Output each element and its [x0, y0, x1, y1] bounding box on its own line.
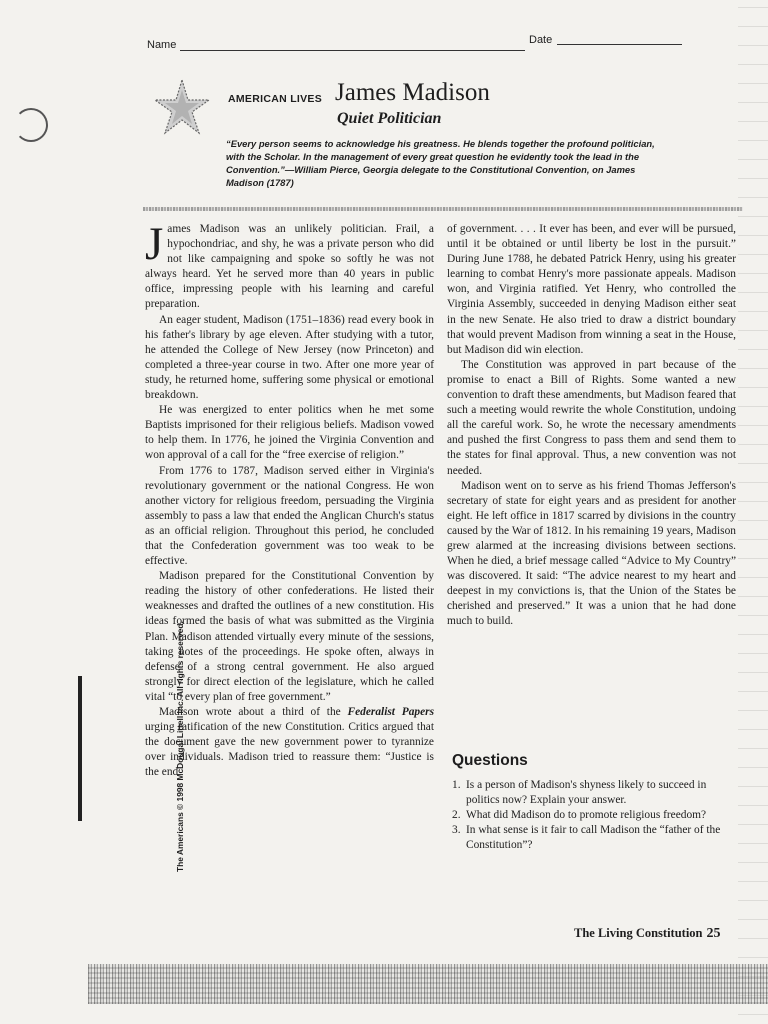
paragraph: of government. . . . It ever has been, and ever will be pursued, until it be obtained or until liberty be lost in the pursuit.” During June 1788, he debated Patrick Henry, using his greater learning to combat Henry's more passionate appeals. Madison won, and Virginia ratified. Yet Henry, who controlled the Virginia Assembly, succeeded in denying Madison either seat in the new Senate. He also tried to draw a district boundary that would prevent Madison from winning a seat in the House, but Madison did win election.	[447, 223, 736, 356]
drop-cap: J	[145, 218, 164, 270]
questions-heading: Questions	[452, 752, 528, 769]
question-item	[452, 823, 732, 853]
date-label: Date	[529, 34, 553, 46]
name-label: Name	[147, 39, 177, 51]
publication-title: Federalist Papers	[347, 706, 435, 718]
paragraph: Madison went on to serve as his friend Thomas Jefferson's secretary of state for eight years and as president for another eight. He left office in 1817 scarred by divisions in the country caused by the War of 1812. In his remaining 19 years, Madison grew alarmed at the increasing divisions between sections. When he died, a brief message called “Advice to My Country” was discovered. It said: “The advice nearest to my heart and deepest in my convictions is, that the Union of the States be cherished and preserved.” It was a union that he had done much to build.	[447, 479, 736, 628]
series-label: AMERICAN LIVES	[228, 93, 323, 105]
name-date-row	[147, 34, 692, 54]
date-line	[557, 44, 682, 45]
paragraph-text: Madison wrote about a third of the	[159, 706, 348, 718]
star-icon	[149, 76, 215, 142]
scan-noise-band	[88, 964, 768, 1004]
name-line	[180, 50, 525, 51]
paragraph: Madison prepared for the Constitutional Convention by reading the history of other confederations. He listed their weaknesses and drafted the outlines of a new constitution. His ideas formed the basis of what was submitted as the Virginia Plan. Madison attended virtually every minute of the sessions, taking notes of the proceedings. He spoke often, always in defense of a strong central government. He also argued strongly for direct election of the legislature, which he called vital “to every plan of free government.”	[145, 570, 434, 703]
article-column-right	[447, 222, 736, 630]
epigraph-quote: “Every person seems to acknowledge his greatness. He blends together the profound politician, with the Scholar. In the management of every great question he evidently took the lead in the Convention.”—William Pierce, Georgia delegate to the Constitutional Convention, on James Madison (1787)	[226, 138, 655, 188]
article-column-left	[145, 218, 435, 780]
binder-hole	[14, 108, 48, 142]
question-text: Is a person of Madison's shyness likely to succeed in politics now? Explain your answer.	[466, 779, 707, 807]
question-text: In what sense is it fair to call Madison the “father of the Constitution”?	[466, 824, 721, 852]
question-number: 2.	[452, 809, 461, 822]
question-number: 3.	[452, 824, 461, 837]
paragraph: ames Madison was an unlikely politician. Frail, a hypochondriac, and shy, he was a private person who did not like campaigning and spoke so softly he was not always heard. Yet he served more than 40 years in public office, impressing people with his learning and careful preparation.	[145, 223, 434, 311]
question-text: What did Madison do to promote religious freedom?	[466, 809, 707, 822]
question-item	[452, 778, 732, 808]
page-subtitle: Quiet Politician	[337, 110, 442, 127]
section-divider	[143, 207, 743, 211]
margin-bar	[78, 676, 82, 821]
scan-edge	[738, 0, 768, 1024]
page-title: James Madison	[335, 79, 490, 106]
question-item	[452, 808, 732, 823]
page-footer	[574, 926, 721, 942]
paragraph	[145, 705, 434, 780]
paragraph: The Constitution was approved in part because of the promise to enact a Bill of Rights. Some wanted a new convention to draft these amendments, but Madison feared that such a meeting would rewrite the whole Constitution, undoing all the careful work. So, he wrote the necessary amendments and pushed the first Congress to pass them and send them to the states for final approval. Thus, a new convention was not needed.	[447, 358, 736, 477]
paragraph-text: urging ratification of the new Constitution. Critics argued that the document gave the new government power to tyrannize over individuals. Madison tried to reassure them: “Justice is the end	[145, 721, 434, 779]
copyright-notice: The Americans © 1998 McDougal Littell Inc. All rights reserved.	[175, 621, 185, 872]
footer-section: The Living Constitution	[574, 926, 703, 940]
questions-list	[452, 778, 732, 853]
paragraph: He was energized to enter politics when he met some Baptists imprisoned for their religious beliefs. Madison vowed to help them. In 1776, he joined the Virginia Convention and won approval of a call for the “free exercise of religion.”	[145, 404, 434, 462]
page-number: 25	[706, 926, 721, 941]
paragraph: From 1776 to 1787, Madison served either in Virginia's revolutionary government or the national Congress. He won another victory for religious freedom, persuading the Virginia assembly to pass a law that ended the Anglican Church's status as an official religion. Throughout this period, he concluded that the Confederation government was too weak to be effective.	[145, 464, 434, 568]
paragraph: An eager student, Madison (1751–1836) read every book in his father's library by age eleven. After studying with a tutor, he attended the College of New Jersey (now Princeton) and completed a three-year course in two. After one more year of study, he returned home, suffering some physical or emotional breakdown.	[145, 313, 434, 402]
question-number: 1.	[452, 779, 461, 791]
